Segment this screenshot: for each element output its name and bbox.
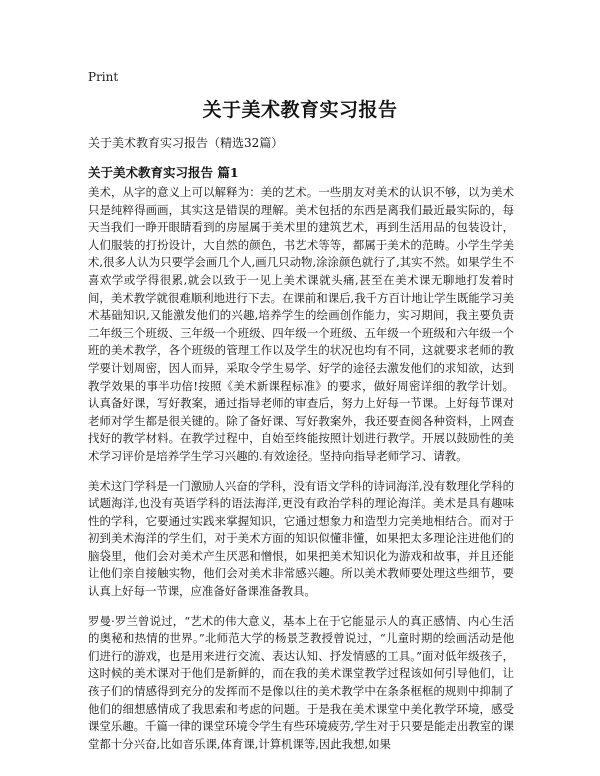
section-heading: 关于美术教育实习报告 篇1 bbox=[88, 165, 239, 180]
article-body bbox=[88, 184, 514, 765]
paragraph: 美术，从字的意义上可以解释为：美的艺术。一些朋友对美术的认识不够，以为美术只是纯粹得画画，其实这是错误的理解。美术包括的东西是离我们最近最实际的，每天当我们一睁开眼睛看到的房屋属于美术里的建筑艺术，再到生活用品的包装设计，人们服装的打扮设计，大自然的颜色，书艺术等等，都属于美术的范畴。小学生学美术,很多人认为只要学会画几个人,画几只动物,涂涂颜色就行了,其实不然。如果学生不喜欢学或学得很累,就会以致于一见上美术课就头痛,甚至在美术课无聊地打发着时间，美术教学就很难顺利地进行下去。在课前和课后,我千方百计地让学生既能学习美术基础知识,又能激发他们的兴趣,培养学生的绘画创作能力，实习期间，我主要负责二年级三个班级、三年级一个班级、四年级一个班级、五年级一个班级和六年级一个班的美术教学，各个班级的管理工作以及学生的状况也均有不同，这就要求老师的教学要计划周密，因人而异，采取令学生易学、好学的途径去激发他们的求知欲，达到教学效果的事半功倍!按照《美术新课程标准》的要求，做好周密详细的教学计划。认真备好课，写好教案，通过指导老师的审查后，努力上好每一节课。上好每节课对老师对学生都是很关键的。除了备好课、写好教案外，我还要查阅各种资料，上网查找好的教学材料。在教学过程中，自始至终能按照计划进行教学。开展以鼓励性的美术学习评价是培养学生学习兴趣的.有效途径。坚持向指导老师学习、请教。 bbox=[88, 185, 514, 463]
print-link[interactable]: Print bbox=[88, 70, 119, 84]
document-subtitle: 关于美术教育实习报告（精选32篇） bbox=[88, 136, 284, 150]
paragraph: 罗曼·罗兰曾说过，“艺术的伟大意义，基本上在于它能显示人的真正感情、内心生活的奥秘和热情的世界。”北师范大学的杨景芝教授曾说过，“儿童时期的绘画活动是他们进行的游戏，也是用来进行交流、表达认知、抒发情感的工具。”面对低年级孩子，这时候的美术课对于他们是新鲜的，而在我的美术课堂教学过程该如何引导他们，让孩子们的情感得到充分的发挥而不是像以往的美术教学中在条条框框的规则中抑制了他们的细想感情成了我思索和考虑的问题。于是我在美术课堂中美化教学环境，感受课堂乐趣。千篇一律的课堂环境令学生有些环境疲劳,学生对于只要是能走出教室的课堂都十分兴奋,比如音乐课,体育课,计算机课等,因此我想,如果 bbox=[88, 613, 514, 751]
page-title: 关于美术教育实习报告 bbox=[202, 99, 398, 121]
paragraph: 美术这门学科是一门激励人兴奋的学科，没有语文学科的诗词海洋,没有数理化学科的试题海洋,也没有英语学科的语法海洋,更没有政治学科的理论海洋。美术是具有趣味性的学科，它要通过实践来掌握知识，它通过想象力和造型力完美地相结合。而对于初到美术海洋的学生们，对于美术方面的知识似懂非懂，如果把太多理论注进他们的脑袋里，他们会对美术产生厌恶和憎恨，如果把美术知识化为游戏和故事，并且还能让他们亲自接触实物，他们会对美术非常感兴趣。所以美术教师要处理这些细节，要认真上好每一节课，应准备好备课准备教具。 bbox=[88, 478, 514, 599]
